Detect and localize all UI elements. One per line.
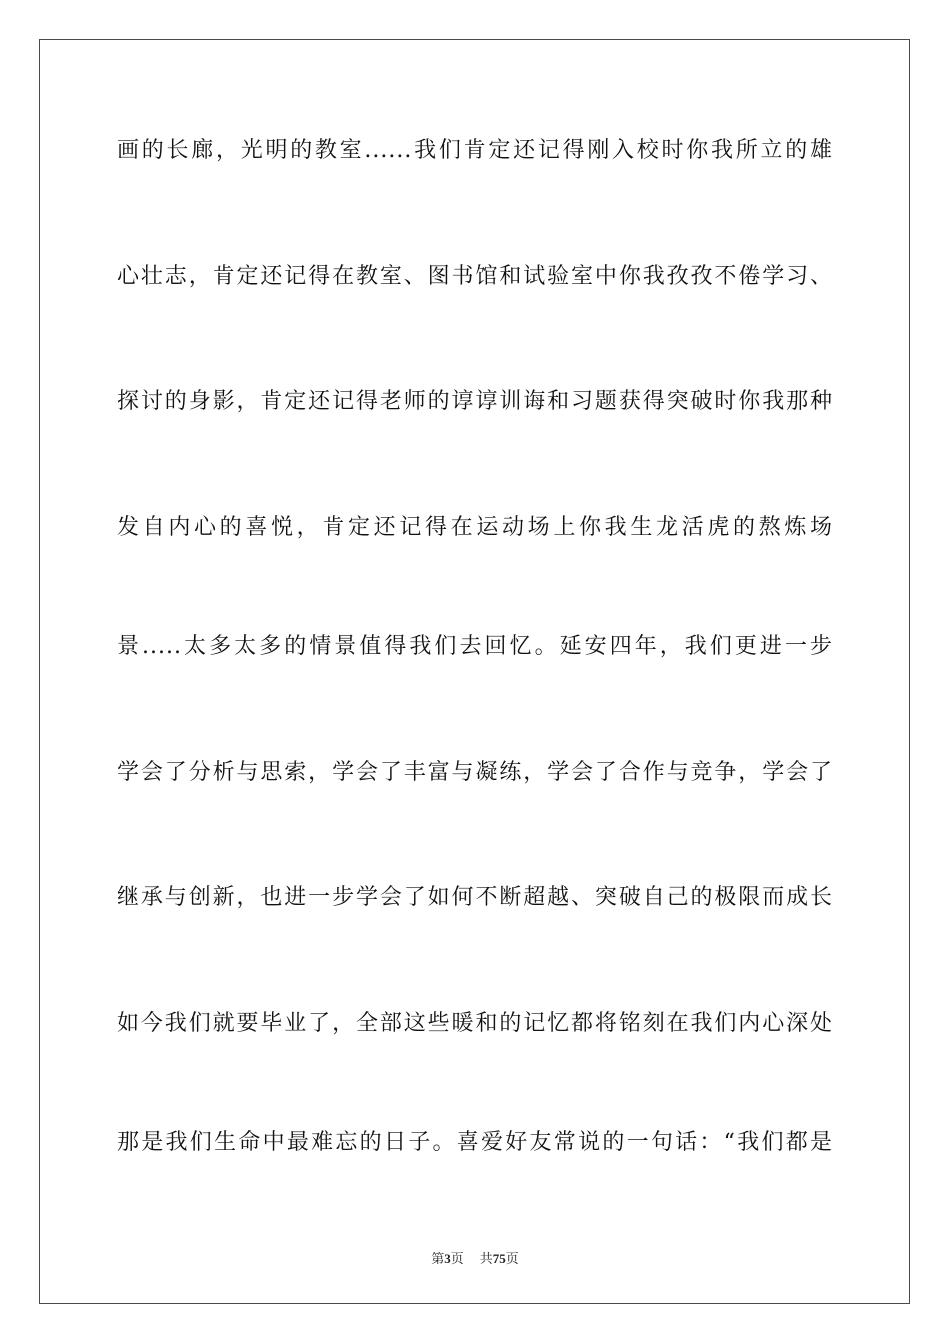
footer-page-number: 3 xyxy=(444,1251,451,1266)
body-line-4: 发自内心的喜悦，肯定还记得在运动场上你我生龙活虎的熬炼场 xyxy=(117,515,833,540)
body-line-7: 继承与创新，也进一步学会了如何不断超越、突破自己的极限而成长 xyxy=(117,885,833,910)
body-line-5: 景.....太多太多的情景值得我们去回忆。延安四年，我们更进一步 xyxy=(117,634,833,659)
footer-page-prefix: 第 xyxy=(431,1252,445,1267)
page-border xyxy=(39,39,910,1304)
footer-page-suffix: 页 xyxy=(450,1252,464,1267)
body-line-8: 如今我们就要毕业了，全部这些暖和的记忆都将铭刻在我们内心深处 xyxy=(117,1011,833,1036)
body-line-1: 画的长廊，光明的教室......我们肯定还记得刚入校时你我所立的雄 xyxy=(117,138,833,163)
footer-total-prefix: 共 xyxy=(479,1252,493,1267)
body-line-3: 探讨的身影，肯定还记得老师的谆谆训诲和习题获得突破时你我那种 xyxy=(117,389,833,414)
body-line-9: 那是我们生命中最难忘的日子。喜爱好友常说的一句话：“我们都是 xyxy=(117,1130,833,1155)
footer-total-pages: 75 xyxy=(492,1251,506,1266)
footer-total-suffix: 页 xyxy=(505,1252,519,1267)
page-footer xyxy=(0,1248,950,1267)
body-line-6: 学会了分析与思索，学会了丰富与凝练，学会了合作与竞争，学会了 xyxy=(117,760,833,785)
body-line-2: 心壮志，肯定还记得在教室、图书馆和试验室中你我孜孜不倦学习、 xyxy=(117,264,833,289)
